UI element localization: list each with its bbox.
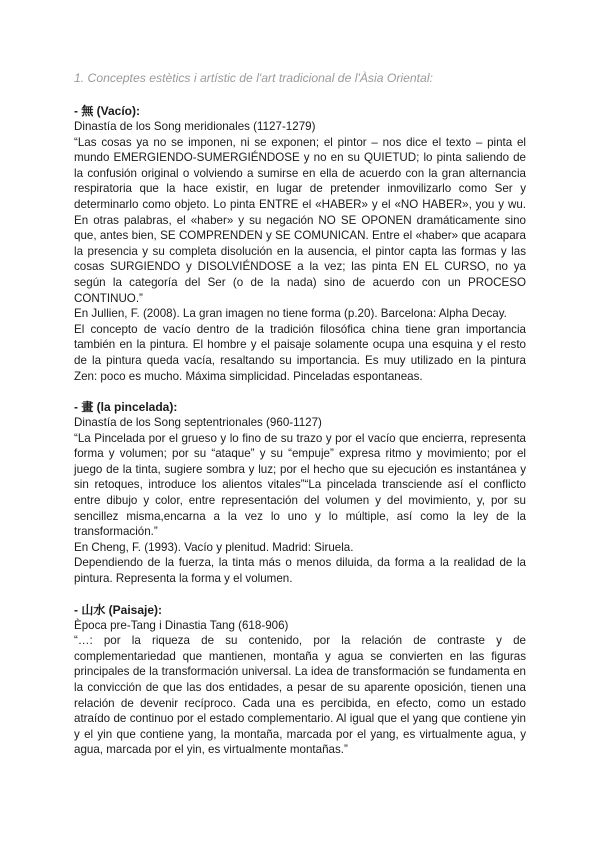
dynasty-line: Dinastía de los Song meridionales (1127-1279) (74, 120, 316, 133)
quote-paragraph: “Las cosas ya no se imponen, ni se exponen; el pintor – nos dice el texto – pinta el mundo EMERGIENDO-SUMERGIÉNDOSE y no en su QUIETUD; lo pinta saliendo de la confusión original o volviendo a sumirse en ella de acuerdo con la gran alternancia respiratoria que la hace existir, en lugar de pretender inmovilizarlo como Ser y determinarlo como objeto. Lo pinta ENTRE el «HABER» y el «NO HABER», you y wu. En otras palabras, el «haber» y su negación NO SE OPONEN dramáticamente sino que, antes bien, SE COMPRENDEN y SE COMUNICAN. Entre el «haber» que acapara la presencia y su completa disolución en la ausencia, el pintor capta las formas y las cosas SURGIENDO y DISOLVIÉNDOSE a la vez; las pinta EN EL CURSO, no ya según la categoría del Ser (o de la nada) sino de acuerdo con un PROCESO CONTINUO.” (74, 135, 526, 305)
document-page (74, 70, 526, 774)
commentary-paragraph: El concepto de vacío dentro de la tradición filosófica china tiene gran importancia también en la pintura. El hombre y el paisaje solamente ocupa una esquina y el resto de la pintura queda vacía, resaltando su importancia. Es muy utilizado en la pintura Zen: poco es mucho. Máxima simplicidad. Pinceladas espontaneas. (74, 322, 526, 383)
section-pincelada (74, 400, 526, 587)
source-citation: En Jullien, F. (2008). La gran imagen no tiene forma (p.20). Barcelona: Alpha Decay. (74, 307, 507, 321)
section-vacio (74, 104, 526, 384)
section-title: - 山水 (Paisaje): (74, 602, 163, 617)
section-title: - 無 (Vacío): (74, 104, 141, 118)
quote-paragraph: “…: por la riqueza de su contenido, por la relación de contraste y de complementariedad que mantienen, montaña y agua se convierten en las figuras principales de la transformación universal. La idea de transformación se fundamenta en la convicción de que las dos entidades, a pesar de su aparente oposición, tienen una relación de devenir recíproco. Cada una es percibida, en efecto, como un estado atraído de continuo por el estado complementario. Al igual que el yang que contiene yin y el yin que contiene yang, la montaña, marcada por el yang, es virtualmente agua, y agua, marcada por el yin, es virtualmente montañas.” (74, 634, 526, 757)
quote-paragraph: “La Pincelada por el grueso y lo fino de su trazo y por el vacío que encierra, representa forma y volumen; por su “ataque” y su “empuje” expresa ritmo y movimiento; por el juego de la tinta, sugiere sombra y luz; por el hecho que su ejecución es instantánea y sin retoques, introduce los alientos vitales”“La pincelada transciende así el conflicto entre dibujo y color, entre representación del volumen y del movimiento, y, por su sencillez misma,encarna a la vez lo uno y lo múltiple, así como la ley de la transformación.” (74, 431, 526, 539)
section-paisaje (74, 603, 526, 758)
commentary-paragraph: Dependiendo de la fuerza, la tinta más o menos diluida, da forma a la realidad de la pintura. Representa la forma y el volumen. (74, 556, 526, 586)
dynasty-line: Època pre-Tang i Dinastia Tang (618-906) (74, 618, 289, 632)
document-heading: 1. Conceptes estètics i artístic de l'art tradicional de l'Àsia Oriental: (74, 71, 433, 85)
dynasty-line: Dinastía de los Song septentrionales (960-1127) (74, 416, 322, 430)
section-title: - 畫 (la pincelada): (74, 400, 178, 415)
source-citation: En Cheng, F. (1993). Vacío y plenitud. Madrid: Siruela. (74, 540, 354, 554)
